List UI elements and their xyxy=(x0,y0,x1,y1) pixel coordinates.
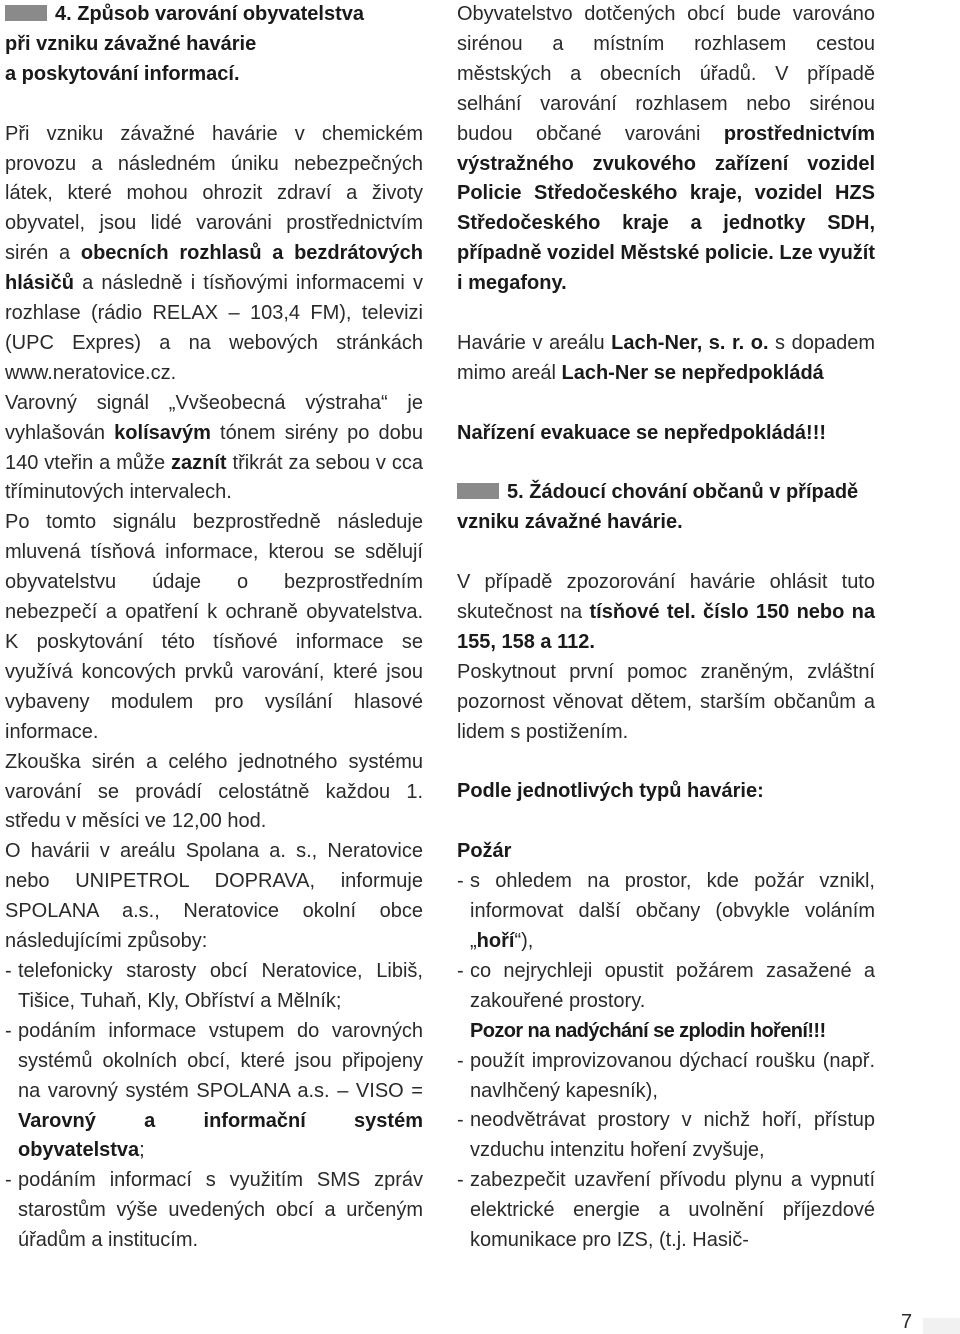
left-column xyxy=(5,0,423,1256)
page-number-bar xyxy=(923,1318,960,1334)
paragraph-first-aid: Poskytnout první pomoc zraněným, zvláštní pozornost věnovat dětem, starším občanům a lidem s postižením. xyxy=(457,660,875,743)
paragraph-siren-test: Zkouška sirén a celého jednotného systému varování se provádí celostátně každou 1. středu v měsíci ve 12,00 hod. xyxy=(5,750,423,833)
paragraph-evacuation: Nařízení evakuace se nepředpokládá!!! xyxy=(457,421,827,444)
page-number: 7 xyxy=(901,1311,913,1333)
list-item: - neodvětrávat prostory v nichž hoří, přístup vzduchu intenzitu hoření zvyšuje, xyxy=(457,1106,875,1166)
section-marker-icon xyxy=(5,5,47,21)
section-marker-icon xyxy=(457,483,499,499)
fire-list-2 xyxy=(457,1047,875,1256)
paragraph-spoken-information: Po tomto signálu bezprostředně následuje mluvená tísňová informace, kterou se sdělují obyvatelstvu údaje o bezprostředním nebezpečí a opatření k ochraně obyvatelstva. K poskytování této tísňové informace se využívá koncových prvků varování, které jsou vybaveny modulem pro vysílání hlasové informace. xyxy=(5,511,423,743)
list-item: - telefonicky starosty obcí Neratovice, Libiš, Tišice, Tuhaň, Kly, Obříství a Mělník; xyxy=(5,957,423,1017)
fire-title: Požár xyxy=(457,840,512,863)
subheading-accident-types: Podle jednotlivých typů havárie: xyxy=(457,780,764,803)
list-item: - podáním informací s využitím SMS zpráv starostům výše uvedených obcí a určeným úřadům a institucím. xyxy=(5,1166,423,1256)
list-item: - co nejrychleji opustit požárem zasažené a zakouřené prostory. xyxy=(457,957,875,1017)
paragraph-spolana-info: O havárii v areálu Spolana a. s., Neratovice nebo UNIPETROL DOPRAVA, informuje SPOLANA a.s., Neratovice okolní obce následujícími způsoby: xyxy=(5,840,423,953)
fire-list xyxy=(457,867,875,1017)
section-4-heading: 4. Způsob varování obyvatelstva při vzniku závažné havárie a poskytování informací. xyxy=(5,3,364,85)
paragraph-population-warning: Obyvatelstvo dotčených obcí bude varováno sirénou a místním rozhlasem cestou městských a obecních úřadů. V případě selhání varování rozhlasem nebo sirénou budou občané varováni prostřednictvím výstražného zvukového zařízení vozidel Policie Středočeského kraje, vozidel HZS Středočeského kraje a jednotky SDH, případně vozidel Městské policie. Lze využít i megafony. xyxy=(457,3,875,295)
paragraph-lachner: Havárie v areálu Lach-Ner, s. r. o. s dopadem mimo areál Lach-Ner se nepředpokládá xyxy=(457,331,875,384)
notification-list xyxy=(5,957,423,1256)
list-item: - použít improvizovanou dýchací roušku (např. navlhčený kapesník), xyxy=(457,1047,875,1107)
list-item: - podáním informace vstupem do varovných systémů okolních obcí, které jsou připojeny na varovný systém SPOLANA a.s. – VISO = Varovný a informační systém obyvatelstva; xyxy=(5,1017,423,1167)
paragraph-emergency-number: V případě zpozorování havárie ohlásit tuto skutečnost na tísňové tel. číslo 150 nebo na 155, 158 a 112. xyxy=(457,571,876,653)
section-5-heading: 5. Žádoucí chování občanů v případě vzniku závažné havárie. xyxy=(457,481,859,534)
paragraph-warning-methods: Při vzniku závažné havárie v chemickém provozu a následném úniku nebezpečných látek, které mohou ohrozit zdraví a životy obyvatel, jsou lidé varováni prostřednictvím sirén a obecních rozhlasů a bezdrátových hlásičů a následně i tísňovými informacemi v rozhlase (rádio RELAX – 103,4 FM), televizi (UPC Expres) a na webových stránkách www.neratovice.cz. xyxy=(5,122,424,384)
paragraph-warning-signal: Varovný signál „Vvšeobecná výstraha“ je vyhlašován kolísavým tónem sirény po dobu 140 vteřin a může zaznít třikrát za sebou v cca tříminutových intervalech. xyxy=(5,391,423,504)
fire-warning: Pozor na nadýchání se zplodin hoření!!! xyxy=(470,1019,826,1042)
list-item: - s ohledem na prostor, kde požár vznikl, informovat další občany (obvykle voláním „hoří“), xyxy=(457,867,875,957)
right-column xyxy=(457,0,875,1256)
list-item: - zabezpečit uzavření přívodu plynu a vypnutí elektrické energie a uvolnění příjezdové komunikace pro IZS, (t.j. Hasič- xyxy=(457,1166,875,1256)
